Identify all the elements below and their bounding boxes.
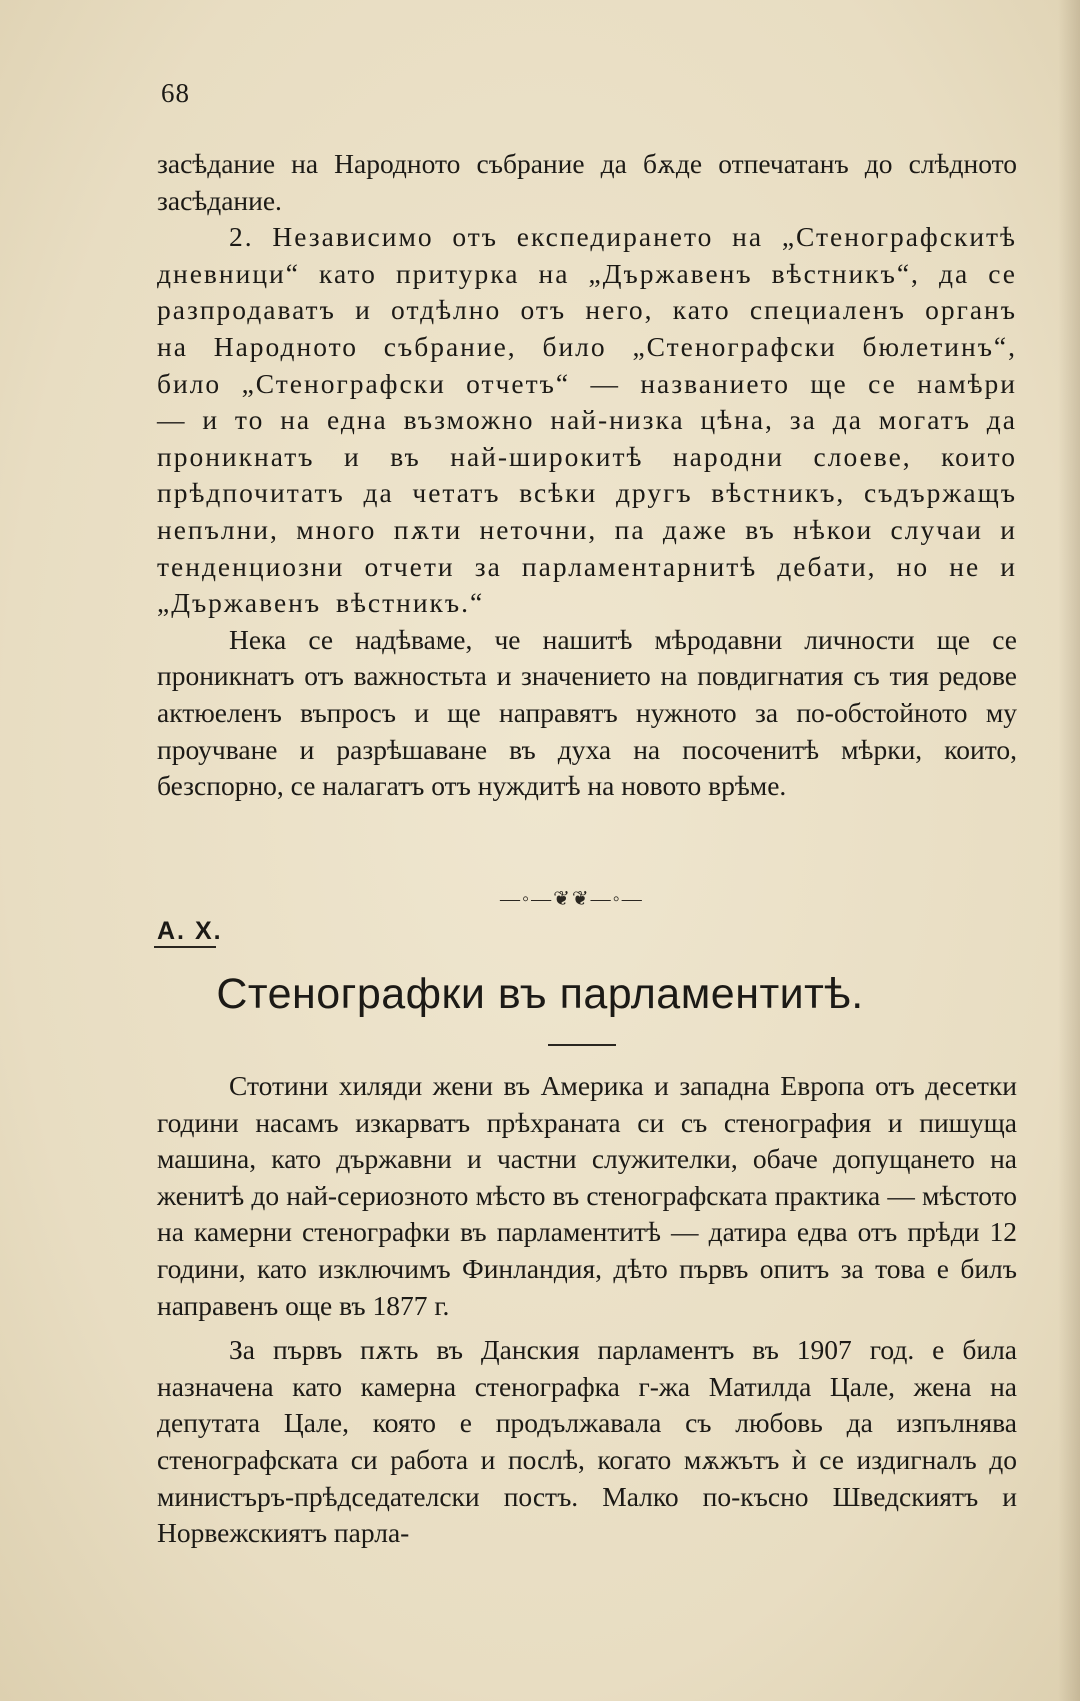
article-paragraph-1: Стотини хиляди жени въ Америка и западна Европа отъ десетки години насамъ изкарватъ прѣхраната си съ стенография и пишуща машина, като държавни и частни служителки, обаче допущането на женитѣ до най-сериозното мѣсто въ стенографската практика — мѣстото на камерни стенографки въ парламентитѣ — датира едва отъ прѣди 12 години, като изключимъ Финландия, дѣто първъ опитъ за това е билъ направенъ още въ 1877 г. (157, 1070, 1017, 1321)
title-divider (548, 1044, 616, 1046)
page-number: 68 (161, 78, 190, 108)
text-block-article (157, 1068, 1017, 1552)
paragraph-conclusion: Нека се надѣваме, че нашитѣ мѣродавни личности ще се проникнатъ отъ важностьта и значението на повдигнатия съ тия редове актюеленъ въпросъ и ще направятъ нужното за по-обстойното му проучване и разрѣшаване въ духа на посоченитѣ мѣрки, които, безспорно, се налагатъ отъ нуждитѣ на новото врѣме. (157, 623, 1017, 802)
paragraph-continuation: засѣдание на Народното събрание да бѫде отпечатанъ до слѣдното засѣдание. (157, 148, 1017, 216)
author-initials: А. Х. (157, 917, 223, 945)
article-paragraph-2: За първъ пѫть въ Данския парламентъ въ 1907 год. е била назначена като камерна стенографка г-жа Матилда Цале, жена на депутата Цале, която е продължавала съ любовь да изпълнява стенографската си работа и послѣ, когато мѫжътъ ѝ се издигналъ до министъръ-прѣдседателски постъ. Малко по-късно Шведскиятъ и Норвежскиятъ парла- (157, 1334, 1017, 1549)
section-ornament: —◦—❦❦—◦— (500, 888, 644, 910)
paragraph-gap (157, 1324, 1017, 1332)
text-block-continuation (157, 146, 1017, 805)
page-edge-shadow (1058, 0, 1080, 1701)
article-title: Стенографки въ парламентитѣ. (216, 970, 864, 1018)
paragraph-point-2: 2. Независимо отъ експедирането на „Стенографскитѣ дневници“ като притурка на „Държавенъ вѣстникъ“, да се разпродаватъ и отдѣлно отъ него, като специаленъ органъ на Народното събрание, било „Стенографски бюлетинъ“, било „Стенографски отчетъ“ — названието ще се намѣри — и то на една възможно най-низка цѣна, за да могатъ да проникнатъ и въ най-широкитѣ народни слоеве, които прѣдпочитатъ да четатъ всѣки другъ вѣстникъ, съдържащъ непълни, много пѫти неточни, па даже въ нѣкои случаи и тенденциозни отчети за парламентарнитѣ дебати, но не и „Държавенъ вѣстникъ.“ (157, 221, 1017, 619)
author-underline (154, 946, 216, 948)
